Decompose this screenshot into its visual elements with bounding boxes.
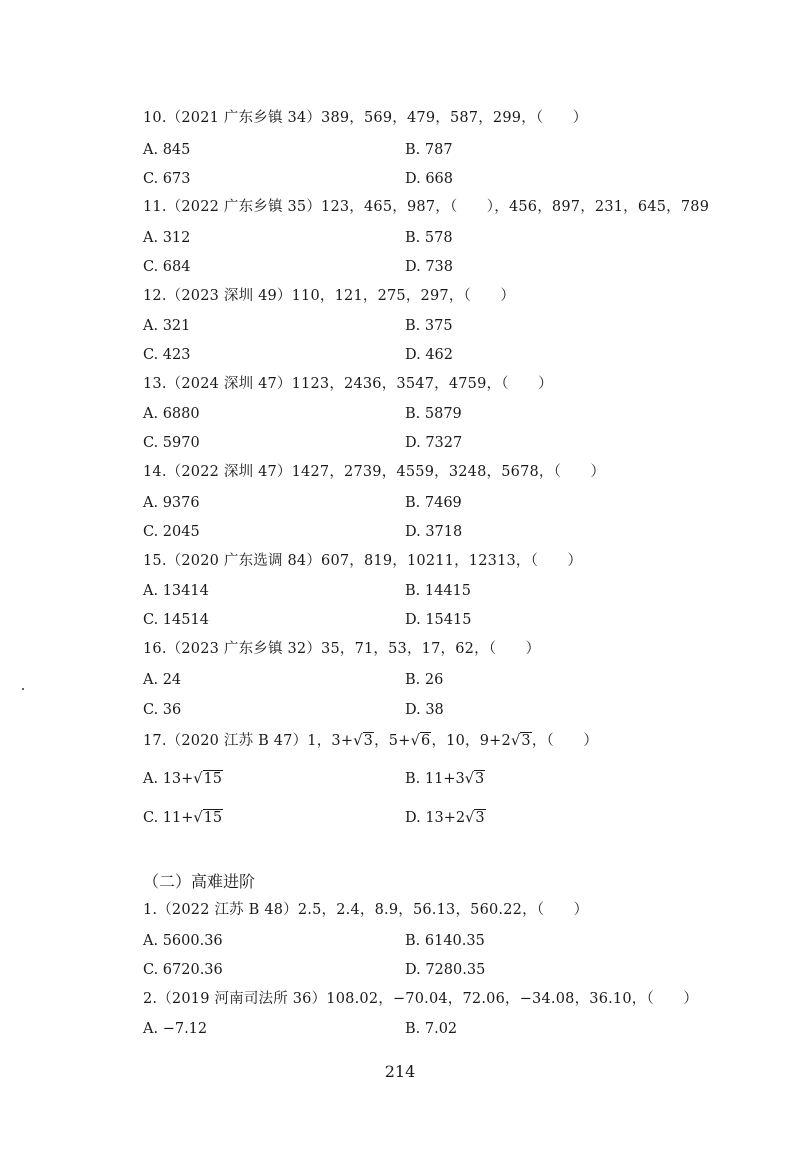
option-b: B. 375 [405,318,453,334]
page-number: 214 [384,1062,416,1081]
sqrt-icon: √3 [353,733,374,749]
option-c: C. 423 [143,347,191,363]
option-c: C. 6720.36 [143,962,223,978]
sqrt-icon: √15 [193,810,223,826]
option-a: A. 5600.36 [143,933,223,949]
radicand: 15 [203,810,223,826]
option-text: D. 13+2 [405,810,466,826]
advanced-question-1-stem: 1.（2022 江苏 B 48）2.5，2.4，8.9，56.13，560.22，（ ） [143,902,589,918]
option-b: B. 787 [405,142,453,158]
option-b: B. 5879 [405,406,462,422]
option-a: A. 9376 [143,495,200,511]
option-a: A. −7.12 [143,1021,208,1037]
scan-mark [22,688,24,690]
q17-term: 3+ [331,733,354,749]
sqrt-icon: √3 [510,733,531,749]
option-a: A. 321 [143,318,191,334]
option-d: D. 38 [405,702,444,718]
radicand: 3 [363,733,374,749]
option-d: D. 7327 [405,435,463,451]
option-d: D. 462 [405,347,454,363]
q17-term: 9+2 [479,733,511,749]
radicand: 3 [521,733,531,749]
radicand: 3 [475,810,485,826]
question-11-stem: 11.（2022 广东乡镇 35）123，465，987，（ ），456，897，231，645，789 [143,199,710,215]
radicand: 15 [203,771,222,787]
question-12-stem: 12.（2023 深圳 49）110，121，275，297，（ ） [143,288,516,304]
option-text: C. 11+ [143,810,194,826]
separator: ， [374,733,389,749]
option-c: C. 14514 [143,612,209,628]
option-b: B. 14415 [405,583,472,599]
question-16-stem: 16.（2023 广东乡镇 32）35，71，53，17，62，（ ） [143,641,541,657]
question-14-stem: 14.（2022 深圳 47）1427，2739，4559，3248，5678，（ ） [143,464,606,480]
option-d: D. 3718 [405,524,463,540]
option-text: B. 11+3 [405,771,465,787]
option-a: A. 24 [143,672,182,688]
option-d: D. 738 [405,259,454,275]
option-c: C. 2045 [143,524,200,540]
question-13-stem: 13.（2024 深圳 47）1123，2436，3547，4759，（ ） [143,376,553,392]
option-c [143,808,223,828]
separator: ，10， [431,733,480,749]
option-b [405,769,485,789]
option-a: A. 845 [143,142,191,158]
question-15-stem: 15.（2020 广东选调 84）607，819，10211，12313，（ ） [143,553,583,569]
option-c: C. 5970 [143,435,200,451]
option-b: B. 26 [405,672,444,688]
option-a [143,769,223,789]
question-10-stem: 10.（2021 广东乡镇 34）389，569，479，587，299，（ ） [143,110,588,126]
sqrt-icon: √3 [465,810,485,826]
sqrt-icon: √6 [410,733,431,749]
advanced-question-2-stem: 2.（2019 河南司法所 36）108.02，−70.04，72.06，−34.08，36.10，（ ） [143,991,699,1007]
radicand: 6 [421,733,431,749]
option-b: B. 7469 [405,495,462,511]
option-d: D. 668 [405,171,454,187]
q17-prefix: 17.（2020 江苏 B 47）1， [143,733,332,749]
option-b: B. 6140.35 [405,933,485,949]
option-b: B. 7.02 [405,1021,458,1037]
option-d: D. 15415 [405,612,472,628]
option-a: A. 13414 [143,583,209,599]
q17-term: 5+ [388,733,411,749]
option-d: D. 7280.35 [405,962,486,978]
sqrt-icon: √15 [193,771,222,787]
option-a: A. 6880 [143,406,200,422]
option-text: A. 13+ [143,771,194,787]
option-a: A. 312 [143,230,191,246]
option-c: C. 36 [143,702,182,718]
option-d [405,808,486,828]
section-title: （二）高难进阶 [143,872,256,891]
question-17-stem [143,731,760,751]
option-c: C. 684 [143,259,191,275]
radicand: 3 [474,771,485,787]
option-c: C. 673 [143,171,191,187]
option-b: B. 578 [405,230,453,246]
q17-suffix: ，（ ） [531,733,599,749]
sqrt-icon: √3 [464,771,485,787]
